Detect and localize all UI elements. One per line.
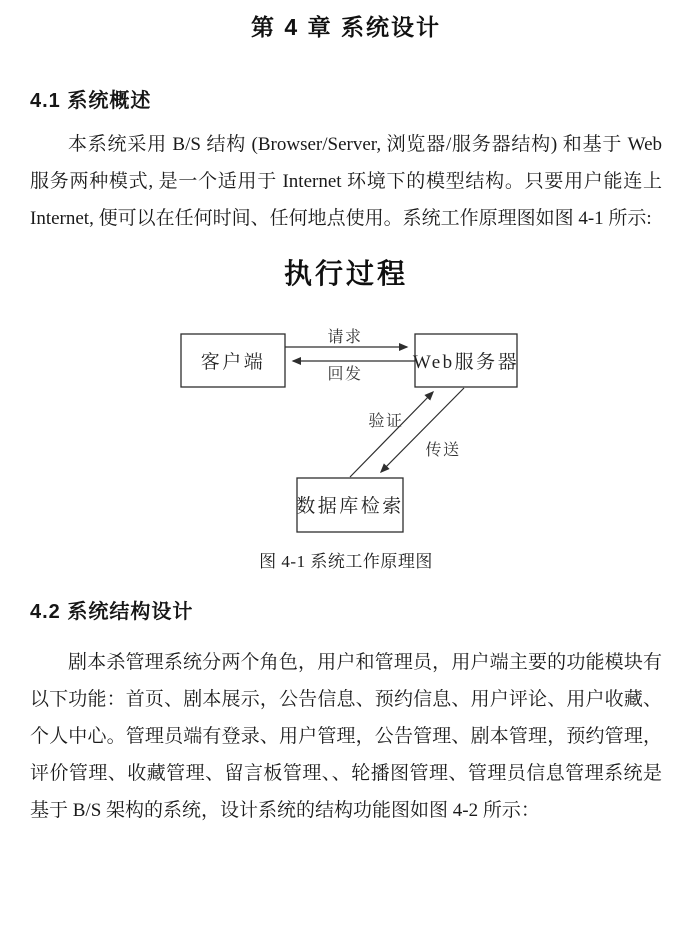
database-label: 数据库检索 [296,496,404,517]
transmit-label: 传送 [425,442,461,459]
figure-4-1-diagram [0,320,692,545]
client-label: 客户端 [200,352,266,373]
postback-label: 回发 [327,366,363,383]
verify-arrow [350,392,433,477]
section-4-1-heading: 4.1 系统概述 [30,90,152,112]
section-4-1-paragraph: 本系统采用 B/S 结构 (Browser/Server, 浏览器/服务器结构) 和基于 Web 服务两种模式, 是一个适用于 Internet 环境下的模型结构。只要用户能连上 Internet, 便可以在任何时间、任何地点使用。系统工作原理图如图 4-1 所示: [30,134,662,229]
transmit-arrow [381,388,464,472]
figure-title: 执行过程 [283,259,408,290]
figure-caption: 图 4-1 系统工作原理图 [259,552,433,571]
request-label: 请求 [327,329,363,346]
web-server-label: Web服务器 [412,352,520,373]
verify-label: 验证 [368,413,404,430]
chapter-title: 第 4 章 系统设计 [251,14,441,40]
section-4-2-heading: 4.2 系统结构设计 [30,601,194,623]
section-4-2-paragraph: 剧本杀管理系统分两个角色，用户和管理员，用户端主要的功能模块有以下功能：首页、剧本展示，公告信息、预约信息、用户评论、用户收藏、个人中心。管理员端有登录、用户管理，公告管理、剧本管理，预约管理，评价管理、收藏管理、留言板管理、、轮播图管理、管理员信息管理系统是基于 B/S 架构的系统，设计系统的结构功能图如图 4-2 所示： [30,652,662,821]
